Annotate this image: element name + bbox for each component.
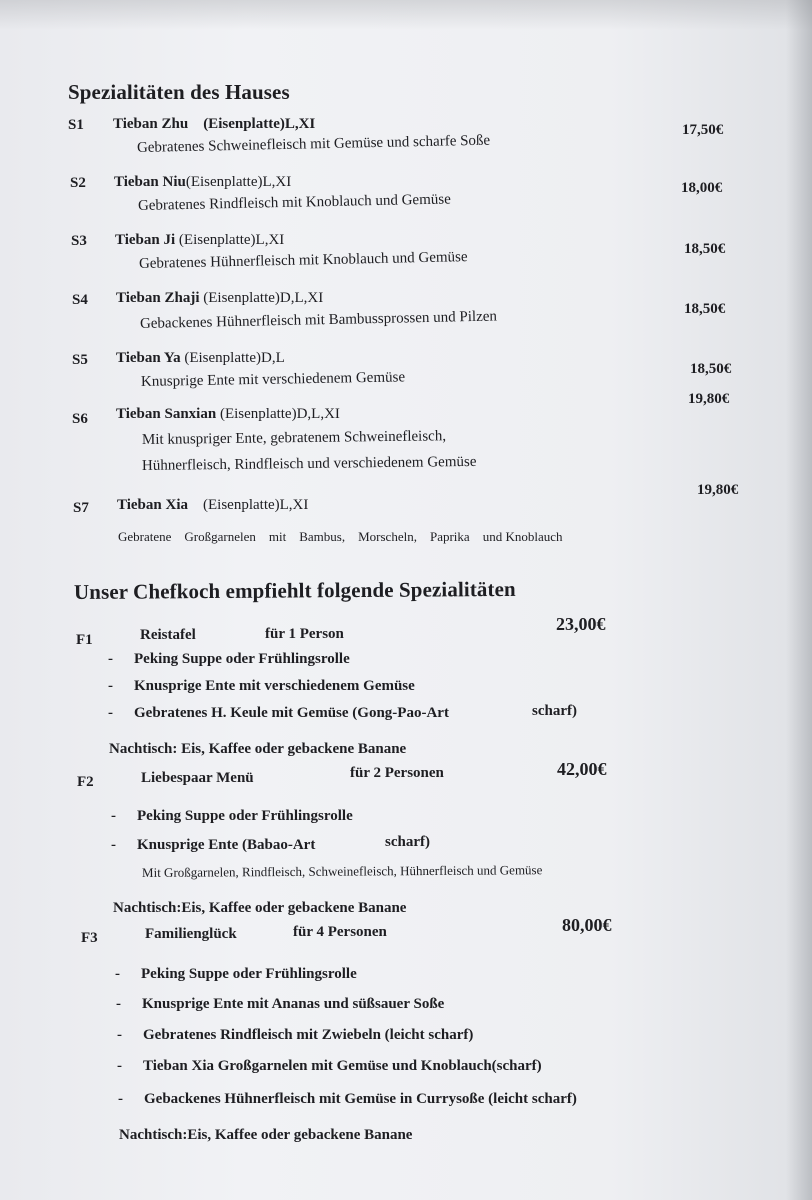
menu-price: 42,00€ [557, 759, 607, 779]
item-description: Knusprige Ente mit verschiedenem Gemüse [140, 369, 406, 390]
menu-course: - Peking Suppe oder Frühlingsrolle [108, 651, 350, 667]
menu-persons: für 2 Personen [350, 765, 444, 781]
menu-dessert: Nachtisch:Eis, Kaffee oder gebackene Banane [113, 900, 407, 916]
item-code: S4 [72, 292, 88, 308]
item-code: S1 [68, 117, 84, 133]
item-name: Tieban Ji (Eisenplatte)L,XI [115, 232, 285, 248]
item-code: S5 [72, 352, 88, 368]
item-code: S7 [73, 500, 89, 516]
item-name: Tieban Niu(Eisenplatte)L,XI [114, 174, 292, 190]
section-title-chef-recommends: Unser Chefkoch empfiehlt folgende Spezialitäten [73, 576, 516, 604]
menu-code: F3 [81, 930, 98, 946]
page-shadow-top [0, 0, 812, 30]
menu-course-suffix: scharf) [532, 703, 577, 719]
menu-name: Reistafel [140, 627, 196, 643]
item-description: Gebratenes Schweinefleisch mit Gemüse und scharfe Soße [136, 132, 491, 156]
menu-name: Liebespaar Menü [141, 770, 254, 786]
item-price: 18,50€ [684, 241, 726, 257]
item-price: 19,80€ [697, 482, 739, 498]
item-description: Gebackenes Hühnerfleisch mit Bambussprossen und Pilzen [139, 308, 498, 332]
menu-course: - Gebackenes Hühnerfleisch mit Gemüse in Currysoße (leicht scharf) [118, 1091, 577, 1107]
menu-persons: für 1 Person [265, 626, 344, 642]
item-name: Tieban Ya (Eisenplatte)D,L [116, 350, 285, 366]
item-description: Gebratenes Hühnerfleisch mit Knoblauch und Gemüse [138, 249, 468, 272]
menu-price: 23,00€ [556, 614, 606, 634]
menu-name: Familienglück [145, 926, 237, 942]
page-shadow-edge [786, 0, 812, 1200]
menu-course: - Tieban Xia Großgarnelen mit Gemüse und Knoblauch(scharf) [117, 1058, 542, 1074]
menu-course: - Peking Suppe oder Frühlingsrolle [115, 966, 357, 982]
item-price: 18,00€ [681, 180, 723, 196]
item-code: S3 [71, 233, 87, 249]
menu-code: F2 [77, 774, 94, 790]
menu-dessert: Nachtisch: Eis, Kaffee oder gebackene Banane [109, 741, 407, 757]
menu-course: - Peking Suppe oder Frühlingsrolle [111, 808, 353, 824]
menu-course-detail: Mit Großgarnelen, Rindfleisch, Schweinefleisch, Hühnerfleisch und Gemüse [141, 862, 543, 880]
item-name: Tieban Xia (Eisenplatte)L,XI [117, 497, 309, 513]
section-title-specialties: Spezialitäten des Hauses [68, 80, 290, 104]
menu-code: F1 [76, 632, 93, 648]
item-name: Tieban Zhu (Eisenplatte)L,XI [113, 116, 316, 132]
menu-persons: für 4 Personen [293, 924, 387, 940]
menu-dessert: Nachtisch:Eis, Kaffee oder gebackene Banane [119, 1127, 413, 1143]
item-price: 17,50€ [682, 122, 724, 138]
menu-course: - Knusprige Ente mit verschiedenem Gemüse [108, 678, 415, 694]
menu-course-suffix: scharf) [385, 834, 430, 850]
item-description: Mit knuspriger Ente, gebratenem Schweinefleisch, [141, 428, 447, 448]
menu-course: - Gebratenes Rindfleisch mit Zwiebeln (leicht scharf) [117, 1027, 474, 1043]
menu-course: - Gebratenes H. Keule mit Gemüse (Gong-Pao-Art [108, 705, 449, 721]
item-name: Tieban Zhaji (Eisenplatte)D,L,XI [116, 290, 324, 306]
item-price: 19,80€ [688, 391, 730, 407]
item-description: Gebratene Großgarnelen mit Bambus, Morscheln, Paprika und Knoblauch [118, 529, 563, 544]
item-name: Tieban Sanxian (Eisenplatte)D,L,XI [116, 406, 340, 422]
item-price: 18,50€ [684, 301, 726, 317]
item-description-line2: Hühnerfleisch, Rindfleisch und verschiedenem Gemüse [141, 453, 477, 474]
item-price: 18,50€ [690, 361, 732, 377]
item-description: Gebratenes Rindfleisch mit Knoblauch und Gemüse [137, 191, 451, 214]
item-code: S2 [70, 175, 86, 191]
item-code: S6 [72, 411, 88, 427]
menu-course: - Knusprige Ente mit Ananas und süßsauer Soße [116, 996, 445, 1012]
menu-price: 80,00€ [562, 915, 612, 935]
menu-course: - Knusprige Ente (Babao-Art [111, 837, 316, 853]
